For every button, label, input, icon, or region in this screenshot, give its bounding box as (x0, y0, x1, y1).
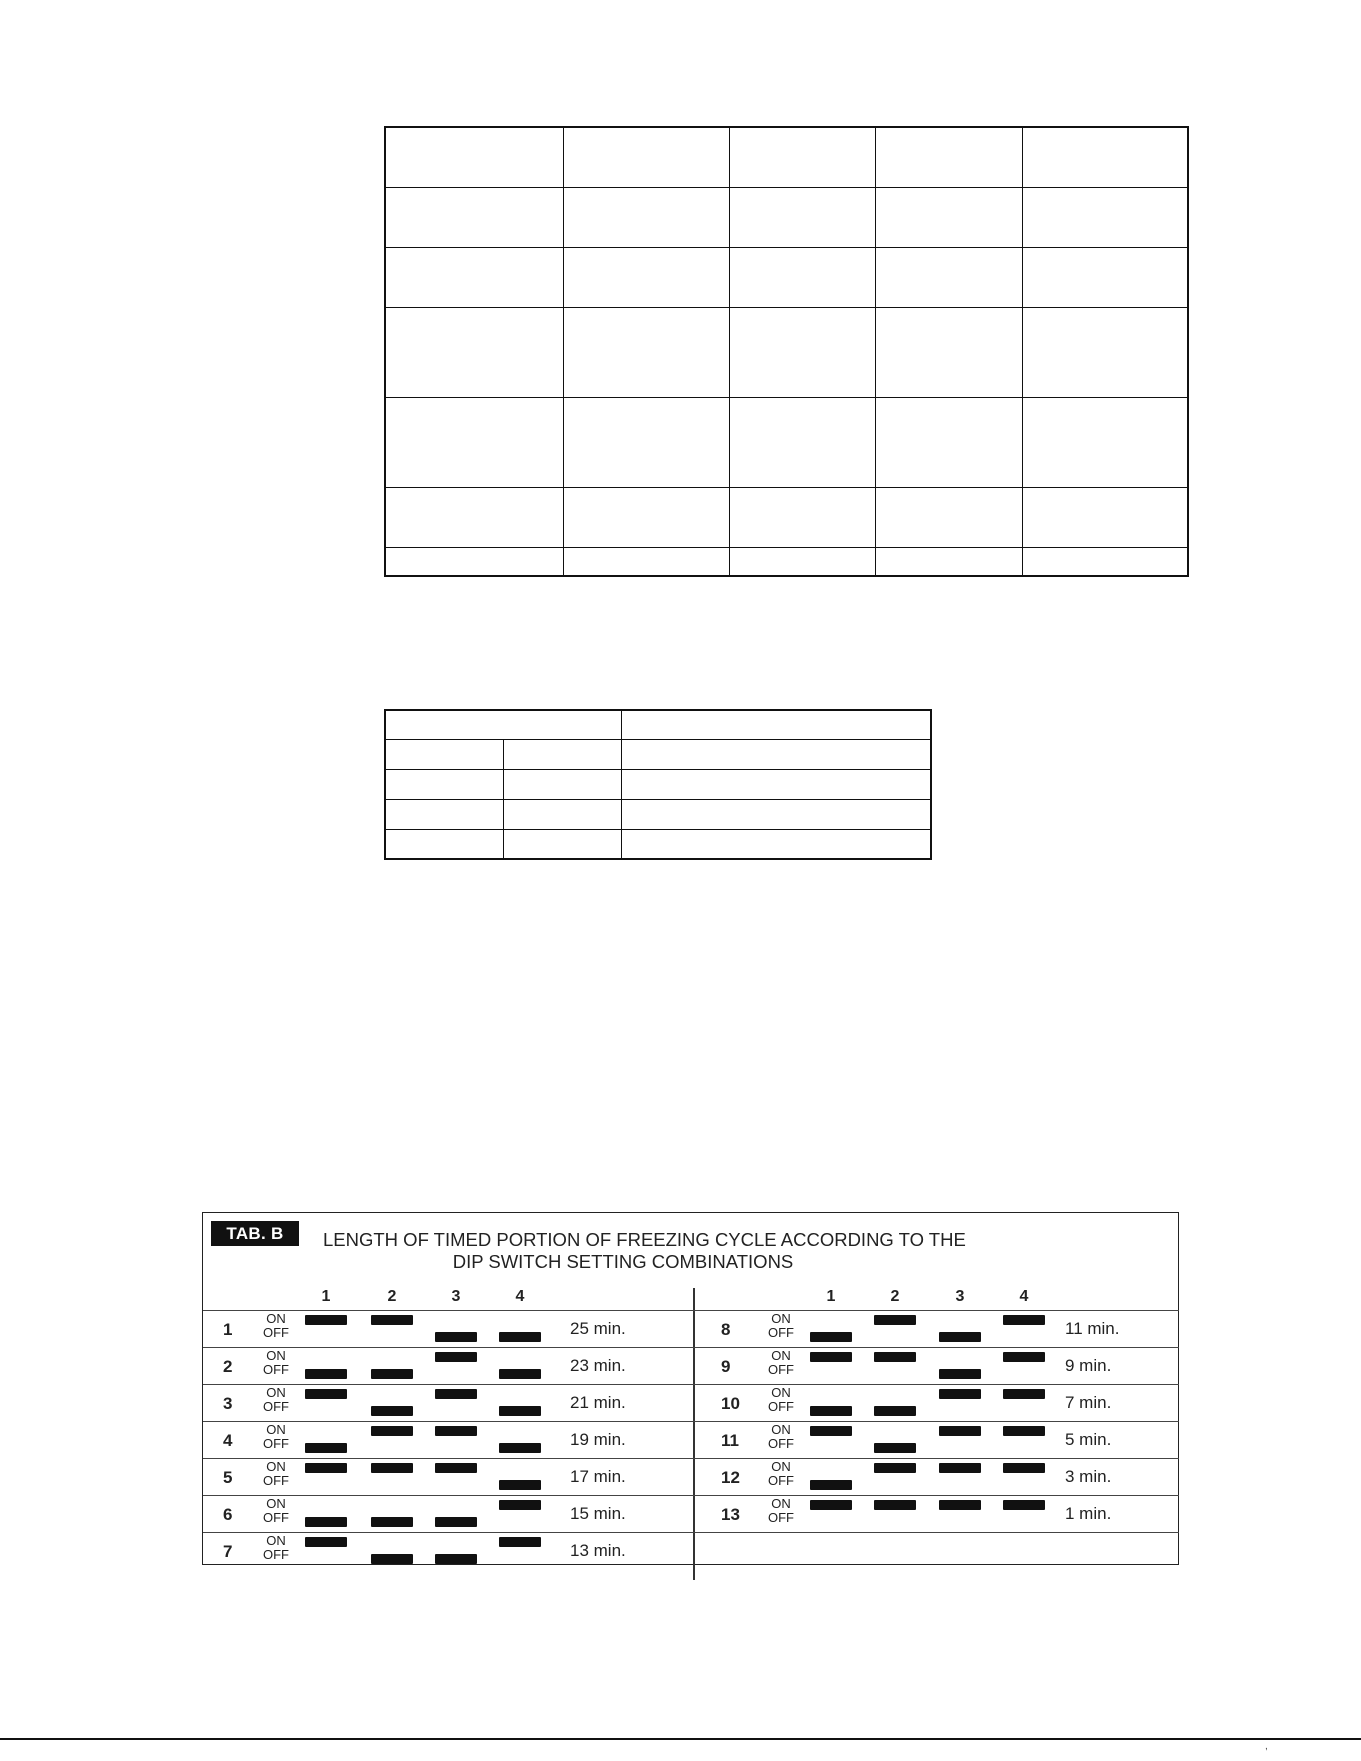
dip-switch-2-on (371, 1463, 413, 1473)
dip-switch-2-off (371, 1517, 413, 1527)
lower-empty-table (384, 709, 932, 860)
cycle-time: 17 min. (570, 1467, 626, 1486)
on-off-labels (261, 1460, 291, 1488)
off-label: OFF (263, 1510, 289, 1525)
dip-switch-3-on (435, 1389, 477, 1399)
dip-switch-3-on (939, 1389, 981, 1399)
dip-switch-2-off (371, 1369, 413, 1379)
table-row (385, 307, 1188, 397)
table-row (385, 547, 1188, 576)
table-row (385, 187, 1188, 247)
off-label: OFF (263, 1436, 289, 1451)
cycle-time: 25 min. (570, 1319, 626, 1338)
on-off-labels (766, 1460, 796, 1488)
dip-switch-2-off (371, 1554, 413, 1564)
switch-number-header (203, 1288, 693, 1308)
dip-switch-3-off (435, 1554, 477, 1564)
setting-row (693, 1495, 1179, 1532)
dip-switch-4-on (499, 1537, 541, 1547)
table-row (385, 799, 931, 829)
switch-number-1: 1 (321, 1288, 331, 1305)
table-row (385, 247, 1188, 307)
on-label: ON (771, 1422, 791, 1437)
setting-row (693, 1458, 1179, 1495)
cycle-time: 19 min. (570, 1430, 626, 1449)
setting-index: 8 (721, 1320, 731, 1339)
setting-row (203, 1458, 693, 1495)
dip-switch-1-off (305, 1443, 347, 1453)
dip-switch-4-on (1003, 1463, 1045, 1473)
page-bottom-rule (0, 1738, 1361, 1740)
setting-index: 13 (721, 1505, 740, 1524)
on-label: ON (266, 1459, 286, 1474)
setting-index: 5 (223, 1468, 233, 1487)
dip-switch-4-off (499, 1332, 541, 1342)
table-row (385, 710, 931, 739)
off-label: OFF (263, 1325, 289, 1340)
dip-switch-1-on (810, 1352, 852, 1362)
dip-switch-4-on (1003, 1315, 1045, 1325)
dip-switch-1-off (810, 1406, 852, 1416)
dip-switch-1-off (810, 1332, 852, 1342)
switch-number-3: 3 (955, 1288, 965, 1305)
dip-switch-2-on (874, 1500, 916, 1510)
setting-index: 4 (223, 1431, 233, 1450)
cycle-time: 3 min. (1065, 1467, 1112, 1486)
table-row (385, 769, 931, 799)
dip-switch-3-off (435, 1332, 477, 1342)
on-off-labels (766, 1497, 796, 1525)
dip-switch-3-off (939, 1369, 981, 1379)
on-label: ON (266, 1496, 286, 1511)
dip-switch-1-on (810, 1426, 852, 1436)
setting-index: 1 (223, 1320, 233, 1339)
on-off-labels (261, 1386, 291, 1414)
dip-switch-3-on (435, 1352, 477, 1362)
cycle-time: 1 min. (1065, 1504, 1112, 1523)
dip-switch-2-on (371, 1315, 413, 1325)
table-row (385, 829, 931, 859)
setting-row (693, 1347, 1179, 1384)
dip-switch-3-on (939, 1463, 981, 1473)
figure-title (323, 1229, 966, 1273)
off-label: OFF (263, 1399, 289, 1414)
row-divider (693, 1532, 1179, 1533)
setting-index: 2 (223, 1357, 233, 1376)
switch-number-header (693, 1288, 1179, 1308)
dip-switch-4-off (499, 1443, 541, 1453)
on-label: ON (266, 1422, 286, 1437)
dip-switch-1-off (305, 1369, 347, 1379)
dip-switch-2-on (371, 1426, 413, 1436)
on-label: ON (266, 1385, 286, 1400)
dip-switch-1-on (305, 1537, 347, 1547)
dip-switch-1-off (810, 1480, 852, 1490)
tab-b-badge: TAB. B (211, 1221, 299, 1246)
cycle-time: 13 min. (570, 1541, 626, 1560)
off-label: OFF (768, 1436, 794, 1451)
dip-switch-3-off (435, 1517, 477, 1527)
dip-switch-2-on (874, 1315, 916, 1325)
dip-switch-4-on (1003, 1389, 1045, 1399)
setting-row (203, 1347, 693, 1384)
setting-index: 11 (721, 1431, 739, 1450)
setting-index: 10 (721, 1394, 740, 1413)
on-off-labels (766, 1312, 796, 1340)
dip-switch-4-off (499, 1480, 541, 1490)
setting-row (203, 1421, 693, 1458)
setting-row (203, 1384, 693, 1421)
cycle-time: 23 min. (570, 1356, 626, 1375)
setting-row (203, 1310, 693, 1347)
table-row (385, 127, 1188, 187)
dip-switch-4-on (1003, 1352, 1045, 1362)
on-label: ON (266, 1348, 286, 1363)
cycle-time: 15 min. (570, 1504, 626, 1523)
dip-switch-2-on (874, 1352, 916, 1362)
setting-row (693, 1384, 1179, 1421)
on-label: ON (771, 1311, 791, 1326)
dip-switch-table-figure (202, 1212, 1179, 1565)
off-label: OFF (263, 1473, 289, 1488)
left-settings-column (203, 1288, 695, 1580)
off-label: OFF (768, 1325, 794, 1340)
on-label: ON (771, 1348, 791, 1363)
cycle-time: 21 min. (570, 1393, 626, 1412)
off-label: OFF (263, 1547, 289, 1562)
on-label: ON (771, 1385, 791, 1400)
off-label: OFF (768, 1399, 794, 1414)
cycle-time: 11 min. (1065, 1319, 1120, 1338)
dip-switch-2-on (874, 1463, 916, 1473)
dip-switch-4-on (1003, 1426, 1045, 1436)
on-label: ON (266, 1533, 286, 1548)
dip-switch-3-on (435, 1463, 477, 1473)
dip-switch-4-on (499, 1500, 541, 1510)
dip-switch-1-off (305, 1517, 347, 1527)
off-label: OFF (768, 1510, 794, 1525)
on-off-labels (261, 1497, 291, 1525)
upper-empty-table (384, 126, 1189, 577)
figure-title-line2: DIP SWITCH SETTING COMBINATIONS (452, 1251, 794, 1272)
setting-index: 7 (223, 1542, 233, 1561)
on-off-labels (261, 1534, 291, 1562)
on-off-labels (261, 1349, 291, 1377)
on-label: ON (771, 1496, 791, 1511)
figure-title-line1: LENGTH OF TIMED PORTION OF FREEZING CYCLE ACCORDING TO THE (323, 1229, 966, 1250)
dip-switch-2-off (874, 1443, 916, 1453)
on-label: ON (771, 1459, 791, 1474)
dip-switch-2-off (874, 1406, 916, 1416)
switch-number-1: 1 (826, 1288, 836, 1305)
setting-index: 12 (721, 1468, 740, 1487)
dip-switch-2-off (371, 1406, 413, 1416)
switch-number-2: 2 (387, 1288, 397, 1305)
off-label: OFF (768, 1473, 794, 1488)
setting-row (693, 1421, 1179, 1458)
cycle-time: 9 min. (1065, 1356, 1112, 1375)
on-label: ON (266, 1311, 286, 1326)
dip-switch-4-off (499, 1406, 541, 1416)
setting-row (693, 1310, 1179, 1347)
table-row (385, 487, 1188, 547)
switch-number-4: 4 (515, 1288, 525, 1305)
dip-switch-3-on (435, 1426, 477, 1436)
dip-switch-4-on (1003, 1500, 1045, 1510)
on-off-labels (766, 1386, 796, 1414)
page-corner-mark: , (1265, 1741, 1268, 1752)
dip-switch-3-on (939, 1426, 981, 1436)
table-row (385, 739, 931, 769)
dip-switch-1-on (305, 1389, 347, 1399)
on-off-labels (261, 1423, 291, 1451)
setting-index: 9 (721, 1357, 731, 1376)
on-off-labels (261, 1312, 291, 1340)
off-label: OFF (768, 1362, 794, 1377)
cycle-time: 5 min. (1065, 1430, 1112, 1449)
setting-index: 3 (223, 1394, 233, 1413)
switch-number-3: 3 (451, 1288, 461, 1305)
dip-switch-3-off (939, 1332, 981, 1342)
switch-number-2: 2 (890, 1288, 900, 1305)
cycle-time: 7 min. (1065, 1393, 1112, 1412)
setting-index: 6 (223, 1505, 233, 1524)
dip-switch-1-on (810, 1500, 852, 1510)
dip-switch-3-on (939, 1500, 981, 1510)
setting-row (203, 1495, 693, 1532)
setting-row (203, 1532, 693, 1569)
dip-switch-4-off (499, 1369, 541, 1379)
table-row (385, 397, 1188, 487)
dip-switch-1-on (305, 1315, 347, 1325)
dip-switch-1-on (305, 1463, 347, 1473)
off-label: OFF (263, 1362, 289, 1377)
on-off-labels (766, 1423, 796, 1451)
on-off-labels (766, 1349, 796, 1377)
switch-number-4: 4 (1019, 1288, 1029, 1305)
